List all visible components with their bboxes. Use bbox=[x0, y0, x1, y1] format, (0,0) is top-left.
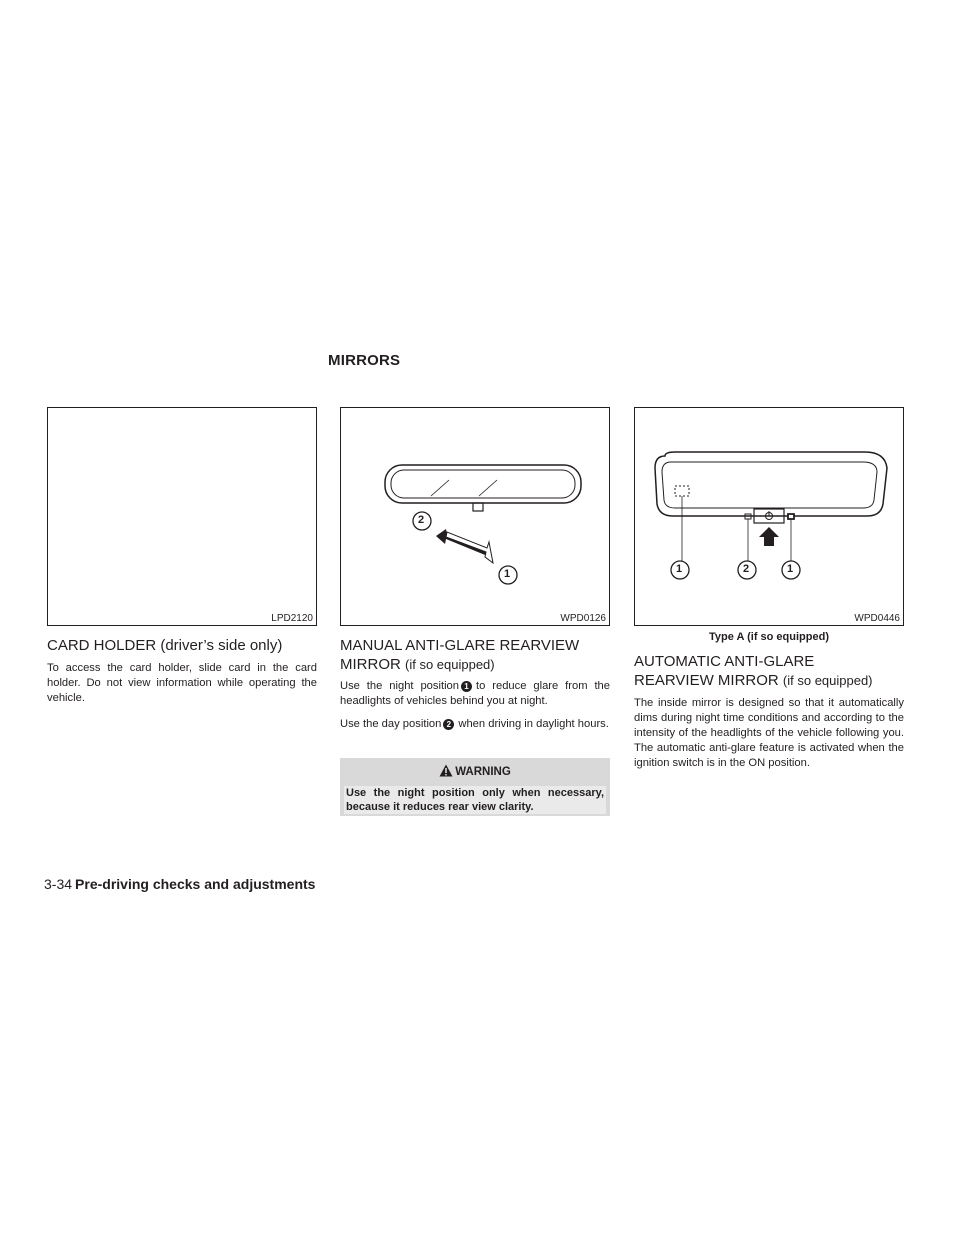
section-title: MIRRORS bbox=[328, 352, 401, 369]
callout-1-icon bbox=[341, 408, 611, 627]
text-run: when driving in daylight hours. bbox=[458, 718, 609, 730]
text-run: to reduce glare from the headlights of vehicles behind you at night. bbox=[340, 680, 611, 707]
figure-manual-mirror bbox=[340, 407, 610, 626]
card-holder-heading: CARD HOLDER (driver’s side only) bbox=[47, 637, 283, 654]
warning-text: Use the night position only when necessary, because it reduces rear view clarity. bbox=[346, 787, 604, 813]
callout-1-icon bbox=[635, 408, 905, 627]
heading-qualifier: (if so equipped) bbox=[782, 673, 873, 688]
text-run: Use the day position bbox=[340, 718, 442, 730]
auto-mirror-heading-line1: AUTOMATIC ANTI-GLARE bbox=[634, 653, 815, 670]
page-footer bbox=[44, 876, 315, 892]
heading-qualifier: (if so equipped) bbox=[405, 657, 495, 672]
figure-caption: Type A (if so equipped) bbox=[709, 631, 829, 643]
warning-box bbox=[340, 758, 610, 816]
circled-number-icon: 1 bbox=[461, 681, 472, 692]
figure-code: LPD2120 bbox=[271, 613, 313, 624]
figure-card-holder bbox=[47, 407, 317, 626]
manual-mirror-body bbox=[340, 679, 610, 740]
callout-label: 1 bbox=[676, 563, 683, 575]
day-position-paragraph bbox=[340, 717, 610, 732]
manual-mirror-heading-line1: MANUAL ANTI-GLARE REARVIEW bbox=[340, 637, 580, 654]
auto-mirror-heading-line2 bbox=[634, 671, 914, 690]
auto-mirror-paragraph: The inside mirror is designed so that it automatically dims during night time conditions and according to the intensity of the headlights of the vehicle following you. The automatic anti-glare feature is activated when the ignition switch is in the ON position. bbox=[634, 697, 904, 769]
warning-triangle-icon bbox=[439, 764, 453, 777]
chapter-title: Pre-driving checks and adjustments bbox=[75, 876, 316, 892]
figure-auto-mirror bbox=[634, 407, 904, 626]
warning-header bbox=[340, 764, 610, 778]
card-holder-body bbox=[47, 661, 317, 714]
callout-label: 2 bbox=[743, 563, 750, 575]
warning-title: WARNING bbox=[455, 766, 511, 778]
night-position-paragraph bbox=[340, 679, 610, 709]
figure-code: WPD0126 bbox=[560, 613, 606, 624]
circled-number-icon: 2 bbox=[443, 719, 454, 730]
text-run: Use the night position bbox=[340, 680, 460, 692]
callout-label: 2 bbox=[418, 514, 425, 526]
figure-code: WPD0446 bbox=[854, 613, 900, 624]
manual-mirror-heading bbox=[340, 636, 620, 674]
manual-mirror-heading-line2 bbox=[340, 655, 620, 674]
page-number: 3-34 bbox=[44, 876, 73, 892]
auto-mirror-body bbox=[634, 696, 904, 779]
callout-label: 1 bbox=[787, 563, 794, 575]
card-holder-paragraph: To access the card holder, slide card in the card holder. Do not view information while operating the vehicle. bbox=[47, 662, 317, 704]
callout-label: 1 bbox=[504, 568, 511, 580]
heading-main: REARVIEW MIRROR bbox=[634, 672, 783, 689]
auto-mirror-heading bbox=[634, 652, 914, 690]
heading-main: MIRROR bbox=[340, 656, 405, 673]
